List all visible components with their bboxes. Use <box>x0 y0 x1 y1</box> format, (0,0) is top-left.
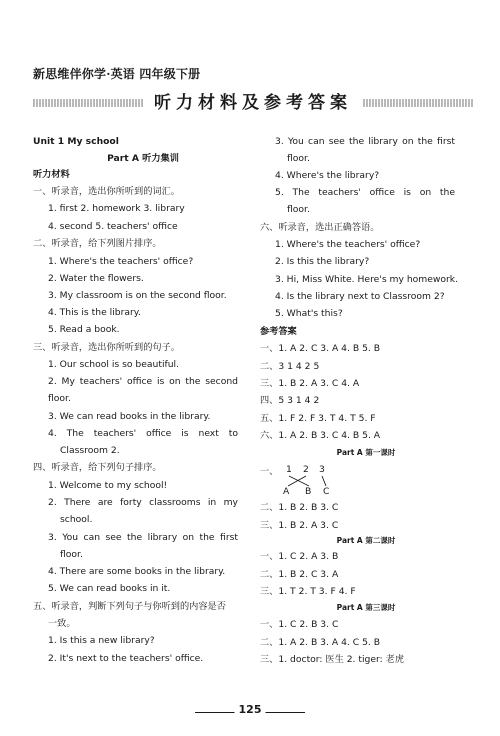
part-title: Part A 听力集训 <box>107 153 179 164</box>
list-item-continued: floor. <box>287 153 310 164</box>
list-item: 1. Where's the teachers' office? <box>275 239 421 250</box>
section-6-heading: 六、听录音，选出正确答语。 <box>260 222 380 233</box>
match-line <box>289 476 309 486</box>
list-item: 3. Hi, Miss White. Here's my homework. <box>275 274 459 285</box>
match-letter-a: A <box>283 486 290 497</box>
answer-line: 一、1. A 2. C 3. A 4. B 5. B <box>260 343 381 354</box>
answer-line: 六、1. A 2. B 3. C 4. B 5. A <box>260 430 381 441</box>
match-number-1: 1 <box>286 464 292 475</box>
list-item-continued: floor. <box>287 204 310 215</box>
materials-label: 听力材料 <box>33 169 70 180</box>
list-item: 4. The teachers' office is next to <box>48 428 238 439</box>
book-title: 新思维伴你学·英语 四年级下册 <box>33 67 201 81</box>
answer-line: 二、1. A 2. B 3. A 4. C 5. B <box>260 637 381 648</box>
list-item: 5. What's this? <box>275 308 343 319</box>
section-4-heading: 四、听录音，给下列句子排序。 <box>33 462 162 473</box>
match-letter-b: B <box>305 486 312 497</box>
section-2-heading: 二、听录音，给下列图片排序。 <box>33 238 162 249</box>
section-3-heading: 三、听录音，选出你所听到的句子。 <box>33 342 180 353</box>
list-item: 5. The teachers' office is on the <box>275 187 455 198</box>
match-prefix: 一、 <box>260 466 279 477</box>
list-item: 3. You can see the library on the first <box>275 136 455 147</box>
section-5-heading: 五、听录音，判断下列句子与你听到的内容是否 <box>33 601 226 612</box>
lesson-2-label: Part A 第二课时 <box>336 536 396 545</box>
lesson-1-label: Part A 第一课时 <box>336 448 396 457</box>
list-item: 3. My classroom is on the second floor. <box>48 290 227 301</box>
answer-line: 三、1. doctor: 医生 2. tiger: 老虎 <box>260 654 405 665</box>
list-item: 2. Is this the library? <box>275 256 370 267</box>
list-item-continued: school. <box>60 514 93 525</box>
match-letter-c: C <box>323 486 330 497</box>
list-item: 1. Our school is so beautiful. <box>48 359 180 370</box>
section-5-heading-continued: 一致。 <box>48 618 76 629</box>
answer-line: 一、1. C 2. A 3. B <box>260 551 339 562</box>
section-1-line: 1. first 2. homework 3. library <box>48 203 185 214</box>
answer-line: 一、1. C 2. B 3. C <box>260 619 339 630</box>
list-item-continued: floor. <box>48 393 71 404</box>
banner-title: 听力材料及参考答案 <box>144 90 362 116</box>
section-banner <box>33 90 473 116</box>
list-item: 4. Where's the library? <box>275 170 380 181</box>
answer-line: 五、1. F 2. F 3. T 4. T 5. F <box>260 413 376 424</box>
section-1-heading: 一、听录音，选出你所听到的词汇。 <box>33 186 180 197</box>
answer-line: 二、1. B 2. B 3. C <box>260 502 339 513</box>
match-number-2: 2 <box>303 464 309 475</box>
list-item: 1. Welcome to my school! <box>48 480 168 491</box>
list-item: 2. It's next to the teachers' office. <box>48 653 204 664</box>
answer-line: 三、1. B 2. A 3. C 4. A <box>260 378 360 389</box>
list-item-continued: floor. <box>60 549 83 560</box>
list-item: 1. Is this a new library? <box>48 635 155 646</box>
unit-title: Unit 1 My school <box>33 136 119 147</box>
list-item: 3. You can see the library on the first <box>48 532 238 543</box>
list-item: 4. There are some books in the library. <box>48 566 226 577</box>
list-item: 5. Read a book. <box>48 324 120 335</box>
lesson-3-label: Part A 第三课时 <box>336 603 396 612</box>
match-line <box>288 476 306 486</box>
list-item: 3. We can read books in the library. <box>48 411 211 422</box>
answer-line: 四、5 3 1 4 2 <box>260 395 320 406</box>
answers-label: 参考答案 <box>260 326 297 337</box>
list-item: 2. Water the flowers. <box>48 273 144 284</box>
page-number: 125 <box>235 703 266 716</box>
answer-line: 三、1. B 2. A 3. C <box>260 520 339 531</box>
match-line <box>322 476 326 486</box>
list-item: 2. My teachers' office is on the second <box>48 376 238 387</box>
list-item: 4. Is the library next to Classroom 2? <box>275 291 445 302</box>
list-item: 5. We can read books in it. <box>48 583 171 594</box>
match-number-3: 3 <box>319 464 325 475</box>
answer-line: 二、3 1 4 2 5 <box>260 361 320 372</box>
list-item: 1. Where's the teachers' office? <box>48 256 194 267</box>
answer-line: 三、1. T 2. T 3. F 4. F <box>260 586 356 597</box>
list-item: 4. This is the library. <box>48 307 141 318</box>
list-item-continued: Classroom 2. <box>60 445 120 456</box>
section-1-line: 4. second 5. teachers' office <box>48 221 178 232</box>
list-item: 2. There are forty classrooms in my <box>48 497 238 508</box>
answer-line: 二、1. B 2. C 3. A <box>260 569 339 580</box>
